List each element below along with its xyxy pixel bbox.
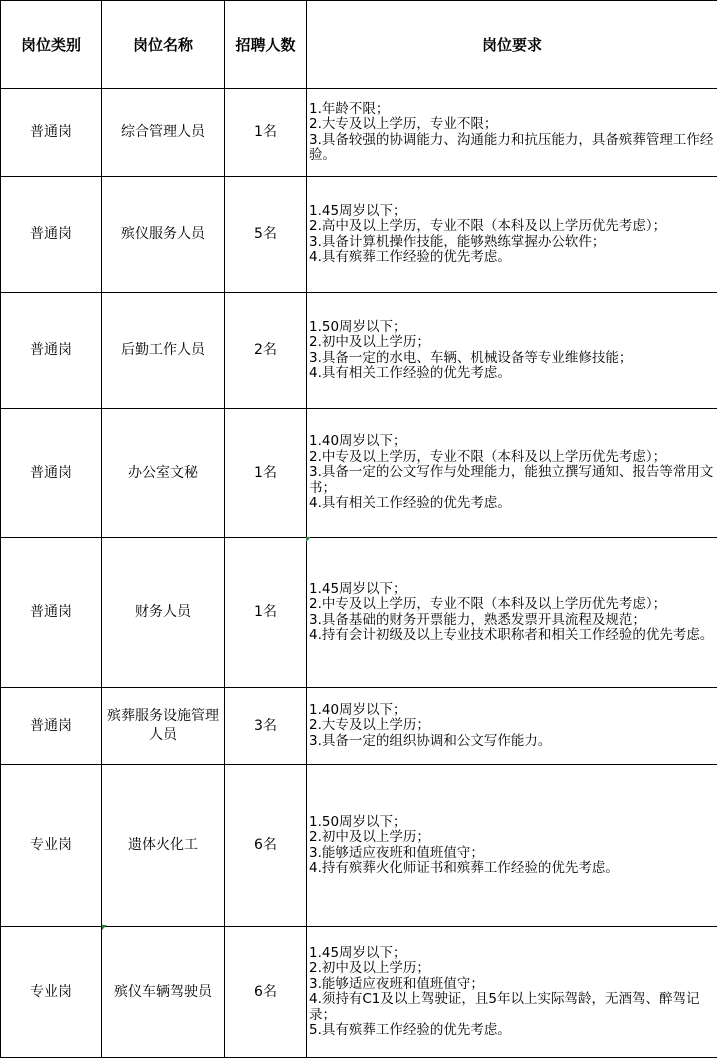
- position-category: 普通岗: [1, 688, 102, 765]
- position-name: 遗体火化工: [102, 765, 225, 927]
- position-category: 普通岗: [1, 409, 102, 538]
- position-name: 综合管理人员: [102, 89, 225, 177]
- position-requirements: [307, 293, 717, 409]
- header-name: 岗位名称: [102, 1, 225, 89]
- requirement-item: 1.年龄不限；: [309, 102, 715, 118]
- table-row: [1, 538, 717, 688]
- cell-comment-marker: [102, 925, 107, 930]
- header-count: 招聘人数: [225, 1, 307, 89]
- position-name: 财务人员: [102, 538, 225, 688]
- requirement-item: 1.40周岁以下；: [309, 434, 715, 450]
- position-category: 普通岗: [1, 177, 102, 293]
- position-requirements: [307, 927, 717, 1058]
- requirement-item: 4.具有殡葬工作经验的优先考虑。: [309, 250, 715, 266]
- position-requirements: [307, 688, 717, 765]
- position-name: 殡仪车辆驾驶员: [102, 927, 225, 1058]
- position-category: 普通岗: [1, 89, 102, 177]
- hire-count: 5名: [225, 177, 307, 293]
- table-row: [1, 765, 717, 927]
- requirement-item: 3.能够适应夜班和值班值守；: [309, 846, 715, 862]
- position-requirements: [307, 409, 717, 538]
- table-row: [1, 409, 717, 538]
- requirement-item: 3.能够适应夜班和值班值守；: [309, 977, 715, 993]
- requirement-item: 3.具备计算机操作技能，能够熟练掌握办公软件；: [309, 235, 715, 251]
- requirement-item: 3.具备一定的公文写作与处理能力，能独立撰写通知、报告等常用文书；: [309, 465, 715, 496]
- requirement-item: 2.中专及以上学历，专业不限（本科及以上学历优先考虑）；: [309, 450, 715, 466]
- requirement-item: 2.大专及以上学历；: [309, 718, 715, 734]
- requirement-item: 4.须持有C1及以上驾驶证，且5年以上实际驾龄，无酒驾、醉驾记录；: [309, 992, 715, 1023]
- table-row: [1, 293, 717, 409]
- requirement-item: 1.45周岁以下；: [309, 204, 715, 220]
- cell-comment-marker: [306, 537, 311, 542]
- hire-count: 1名: [225, 538, 307, 688]
- requirement-item: 2.初中及以上学历；: [309, 335, 715, 351]
- table-row: [1, 688, 717, 765]
- requirement-item: 1.45周岁以下；: [309, 946, 715, 962]
- hire-count: 1名: [225, 409, 307, 538]
- requirement-item: 2.初中及以上学历；: [309, 830, 715, 846]
- requirement-item: 3.具备较强的协调能力、沟通能力和抗压能力，具备殡葬管理工作经验。: [309, 133, 715, 164]
- requirement-item: 5.具有殡葬工作经验的优先考虑。: [309, 1023, 715, 1039]
- position-category: 普通岗: [1, 293, 102, 409]
- requirement-item: 1.45周岁以下；: [309, 582, 715, 598]
- hire-count: 3名: [225, 688, 307, 765]
- position-category: 普通岗: [1, 538, 102, 688]
- position-category: 专业岗: [1, 927, 102, 1058]
- requirement-item: 1.50周岁以下；: [309, 815, 715, 831]
- position-name: 办公室文秘: [102, 409, 225, 538]
- requirement-item: 1.40周岁以下；: [309, 703, 715, 719]
- requirement-item: 1.50周岁以下；: [309, 320, 715, 336]
- requirement-item: 3.具备基础的财务开票能力，熟悉发票开具流程及规范；: [309, 613, 715, 629]
- requirement-item: 2.初中及以上学历；: [309, 961, 715, 977]
- position-requirements: [307, 89, 717, 177]
- requirement-item: 3.具备一定的水电、车辆、机械设备等专业维修技能；: [309, 351, 715, 367]
- table-row: [1, 89, 717, 177]
- table-row: [1, 927, 717, 1058]
- requirement-item: 2.大专及以上学历，专业不限；: [309, 117, 715, 133]
- position-requirements: [307, 538, 717, 688]
- requirement-item: 2.高中及以上学历，专业不限（本科及以上学历优先考虑）；: [309, 219, 715, 235]
- requirement-item: 4.持有殡葬火化师证书和殡葬工作经验的优先考虑。: [309, 861, 715, 877]
- requirement-item: 4.具有相关工作经验的优先考虑。: [309, 366, 715, 382]
- position-name: 后勤工作人员: [102, 293, 225, 409]
- hire-count: 1名: [225, 89, 307, 177]
- requirement-item: 2.中专及以上学历，专业不限（本科及以上学历优先考虑）；: [309, 597, 715, 613]
- requirement-item: 3.具备一定的组织协调和公文写作能力。: [309, 734, 715, 750]
- position-requirements: [307, 177, 717, 293]
- requirement-item: 4.持有会计初级及以上专业技术职称者和相关工作经验的优先考虑。: [309, 628, 715, 644]
- table-row: [1, 177, 717, 293]
- requirement-item: 4.具有相关工作经验的优先考虑。: [309, 496, 715, 512]
- header-requirements: 岗位要求: [307, 1, 717, 89]
- position-requirements: [307, 765, 717, 927]
- position-name: 殡仪服务人员: [102, 177, 225, 293]
- header-row: [1, 1, 717, 89]
- hire-count: 6名: [225, 927, 307, 1058]
- position-category: 专业岗: [1, 765, 102, 927]
- header-category: 岗位类别: [1, 1, 102, 89]
- position-name: 殡葬服务设施管理人员: [102, 688, 225, 765]
- hire-count: 6名: [225, 765, 307, 927]
- hire-count: 2名: [225, 293, 307, 409]
